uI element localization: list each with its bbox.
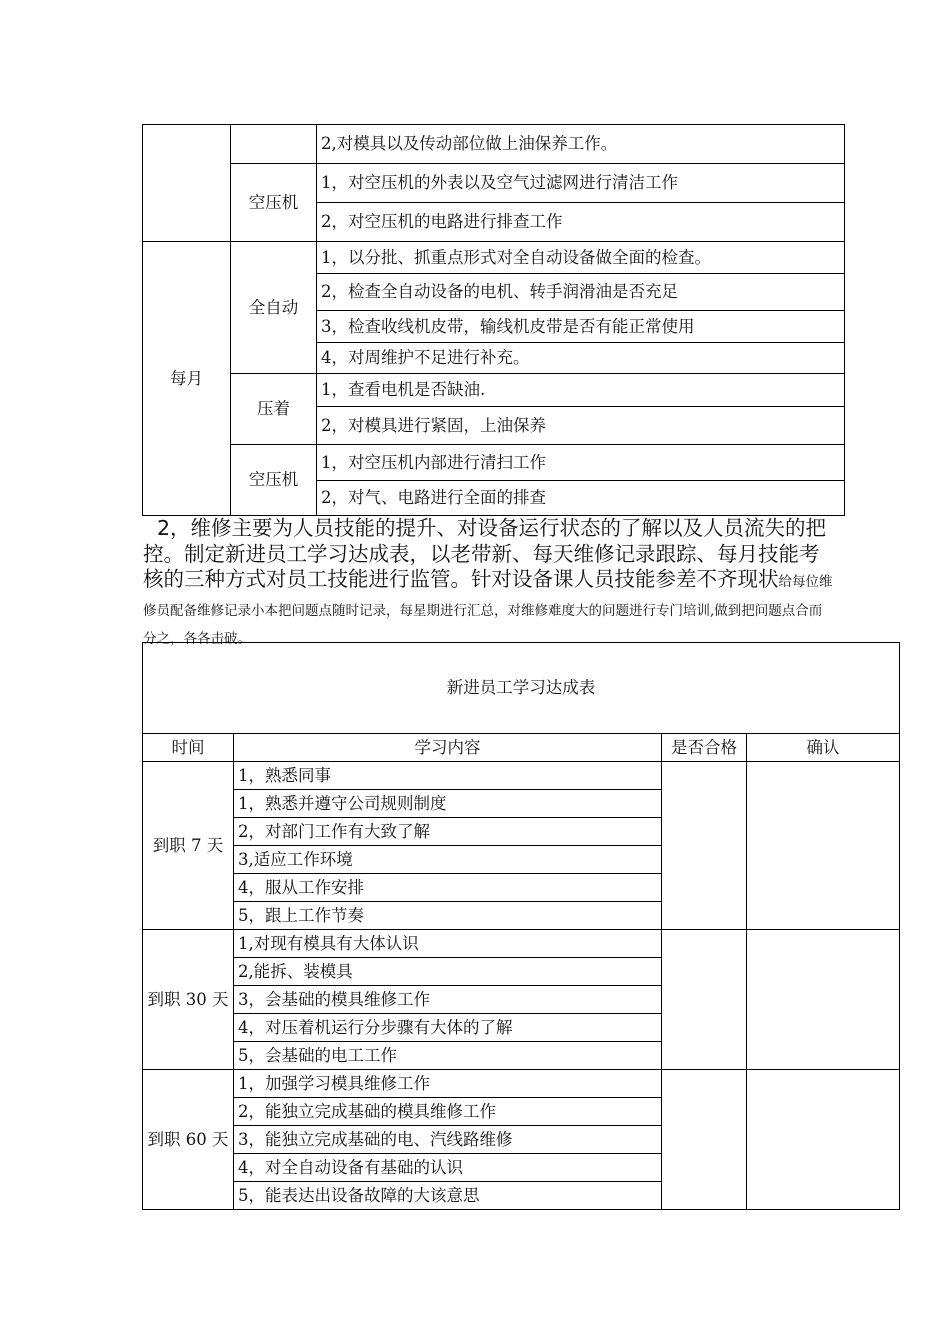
header-qualified: 是否合格 [662,734,747,762]
task-item: 2，对气、电路进行全面的排查 [317,481,845,516]
study-item: 2，能独立完成基础的模具维修工作 [234,1098,662,1126]
task-item: 2，对空压机的电路进行排查工作 [317,203,845,242]
study-item: 1，加强学习模具维修工作 [234,1070,662,1098]
task-item: 1，对空压机内部进行清扫工作 [317,445,845,481]
period-cell-blank [143,125,231,242]
qualified-cell [662,930,747,1070]
equipment-cell-blank [231,125,317,164]
study-item: 1,对现有模具有大体认识 [234,930,662,958]
body-paragraph [143,516,833,653]
study-item: 3,适应工作环境 [234,846,662,874]
study-achievement-table [142,642,900,1210]
study-item: 3，会基础的模具维修工作 [234,986,662,1014]
header-confirm: 确认 [747,734,900,762]
study-item: 4，服从工作安排 [234,874,662,902]
study-item: 1，熟悉同事 [234,762,662,790]
task-item: 2，对模具进行紧固，上油保养 [317,407,845,445]
equipment-label-air-compressor: 空压机 [231,164,317,242]
header-time: 时间 [143,734,234,762]
study-item: 4，对全自动设备有基础的认识 [234,1154,662,1182]
period-label-monthly: 每月 [143,242,231,516]
group-label-60-days: 到职 60 天 [143,1070,234,1210]
equipment-label-air-compressor: 空压机 [231,445,317,516]
paragraph-large-text: 2，维修主要为人员技能的提升、对设备运行状态的了解以及人员流失的把控。制定新进员工学习达成表，以老带新、每天维修记录跟踪、每月技能考核的三种方式对员工技能进行监管。针对设备课人员技能参差不齐现状 [143,516,827,591]
task-item: 4，对周维护不足进行补充。 [317,343,845,374]
study-item: 5，能表达出设备故障的大该意思 [234,1182,662,1210]
group-label-30-days: 到职 30 天 [143,930,234,1070]
maintenance-table [142,124,845,516]
header-content: 学习内容 [234,734,662,762]
study-item: 4，对压着机运行分步骤有大体的了解 [234,1014,662,1042]
group-label-7-days: 到职 7 天 [143,762,234,930]
equipment-label-crimping: 压着 [231,374,317,445]
study-item: 5，跟上工作节奏 [234,902,662,930]
paragraph-small-text: 给每位维修员配备维修记录小本把问题点随时记录，每星期进行汇总，对维修难度大的问题进行专门培训,做到把问题点合而分之，各各击破。 [143,574,833,647]
equipment-label-automatic: 全自动 [231,242,317,374]
task-item: 2,对模具以及传动部位做上油保养工作。 [317,125,845,164]
study-item: 2,能拆、装模具 [234,958,662,986]
study-item: 1，熟悉并遵守公司规则制度 [234,790,662,818]
confirm-cell [747,1070,900,1210]
study-item: 2，对部门工作有大致了解 [234,818,662,846]
qualified-cell [662,762,747,930]
task-item: 1，以分批、抓重点形式对全自动设备做全面的检查。 [317,242,845,274]
task-item: 1，对空压机的外表以及空气过滤网进行清洁工作 [317,164,845,203]
table-title: 新进员工学习达成表 [143,643,900,734]
confirm-cell [747,930,900,1070]
qualified-cell [662,1070,747,1210]
task-item: 1，查看电机是否缺油. [317,374,845,407]
task-item: 3，检查收线机皮带，输线机皮带是否有能正常使用 [317,311,845,343]
study-item: 3，能独立完成基础的电、汽线路维修 [234,1126,662,1154]
confirm-cell [747,762,900,930]
task-item: 2，检查全自动设备的电机、转手润滑油是否充足 [317,274,845,311]
study-item: 5，会基础的电工工作 [234,1042,662,1070]
